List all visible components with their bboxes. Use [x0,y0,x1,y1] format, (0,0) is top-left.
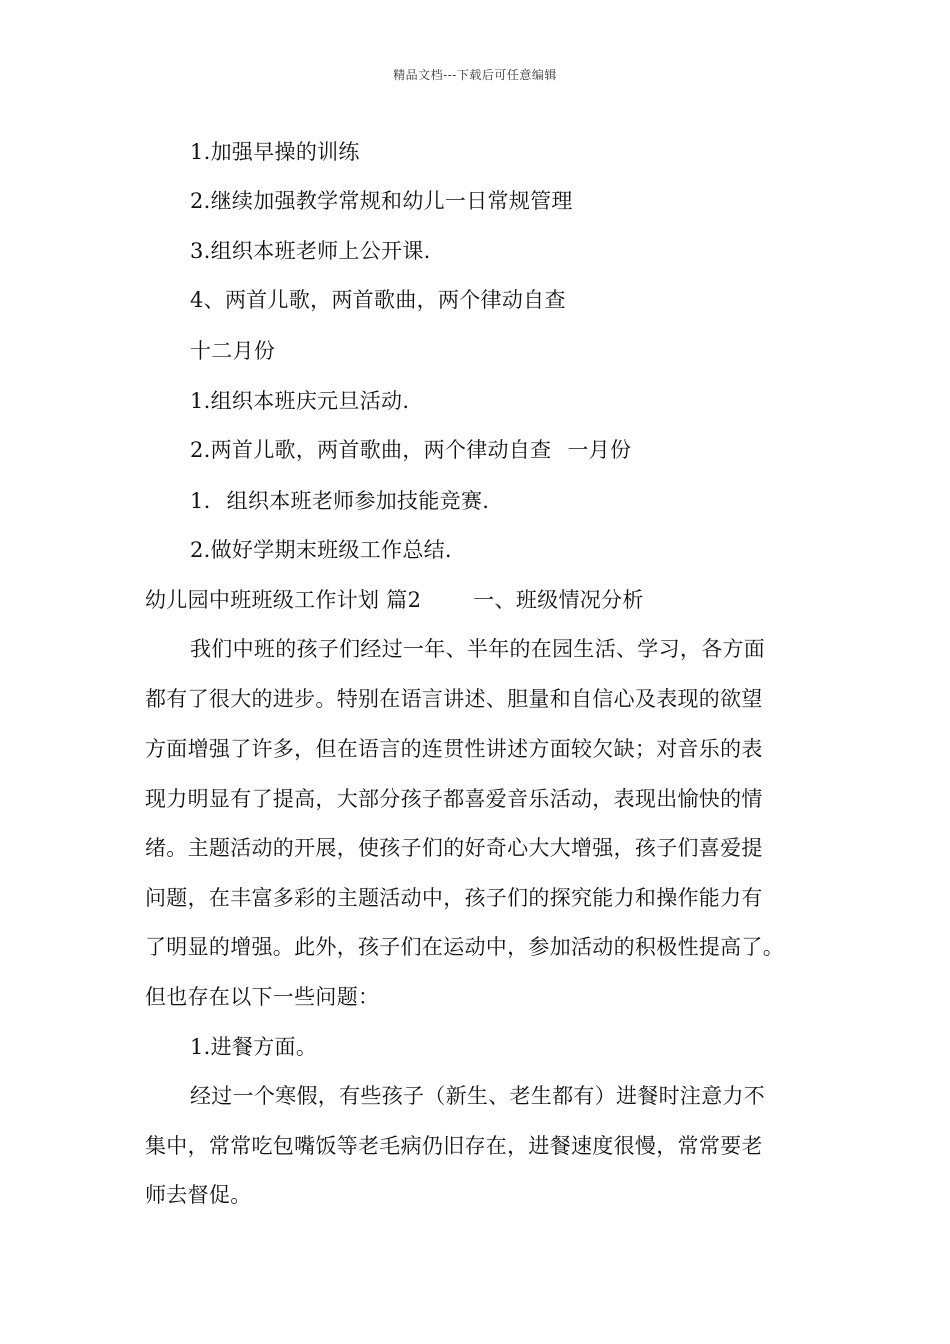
paragraph-line: 集中，常常吃包嘴饭等老毛病仍旧存在，进餐速度很慢，常常要老 [145,1134,763,1158]
title-row [145,587,644,613]
list-item: 2.做好学期末班级工作总结. [190,538,452,562]
paragraph-line: 绪。主题活动的开展，使孩子们的好奇心大大增强，孩子们喜爱提 [145,836,763,860]
paragraph-line: 现力明显有了提高，大部分孩子都喜爱音乐活动，表现出愉快的情 [145,787,763,811]
document-title: 幼儿园中班班级工作计划 篇2 [145,588,422,612]
list-item-number: 1. [190,489,211,513]
page-header: 精品文档---下载后可任意编辑 [393,68,557,82]
paragraph-line: 我们中班的孩子们经过一年、半年的在园生活、学习，各方面 [190,637,766,661]
paragraph-line: 都有了很大的进步。特别在语言讲述、胆量和自信心及表现的欲望 [145,687,763,711]
paragraph-line: 了明显的增强。此外，孩子们在运动中，参加活动的积极性提高了。 [145,935,784,959]
section-heading: 十二月份 [190,339,276,363]
section-heading: 一、班级情况分析 [473,588,644,612]
paragraph-line: 师去督促。 [145,1183,252,1207]
list-item: 组织本班老师参加技能竞赛. [226,489,490,513]
list-item: 3.组织本班老师上公开课. [190,239,431,263]
paragraph-line: 但也存在以下一些问题： [145,985,380,1009]
list-item: 2.两首儿歌，两首歌曲，两个律动自查 [190,438,552,462]
list-item: 1.进餐方面。 [190,1035,318,1059]
list-item: 1.组织本班庆元旦活动. [190,389,410,413]
list-item-row [190,488,489,514]
list-item: 4、两首儿歌，两首歌曲，两个律动自查 [190,288,566,312]
paragraph-line: 经过一个寒假，有些孩子（新生、老生都有）进餐时注意力不 [190,1084,766,1108]
section-heading: 一月份 [567,438,632,462]
list-item: 1.加强早操的训练 [190,140,360,164]
list-item: 2.继续加强教学常规和幼儿一日常规管理 [190,189,573,213]
paragraph-line: 问题，在丰富多彩的主题活动中，孩子们的探究能力和操作能力有 [145,886,763,910]
list-item-row [190,437,631,463]
paragraph-line: 方面增强了许多，但在语言的连贯性讲述方面较欠缺；对音乐的表 [145,737,763,761]
